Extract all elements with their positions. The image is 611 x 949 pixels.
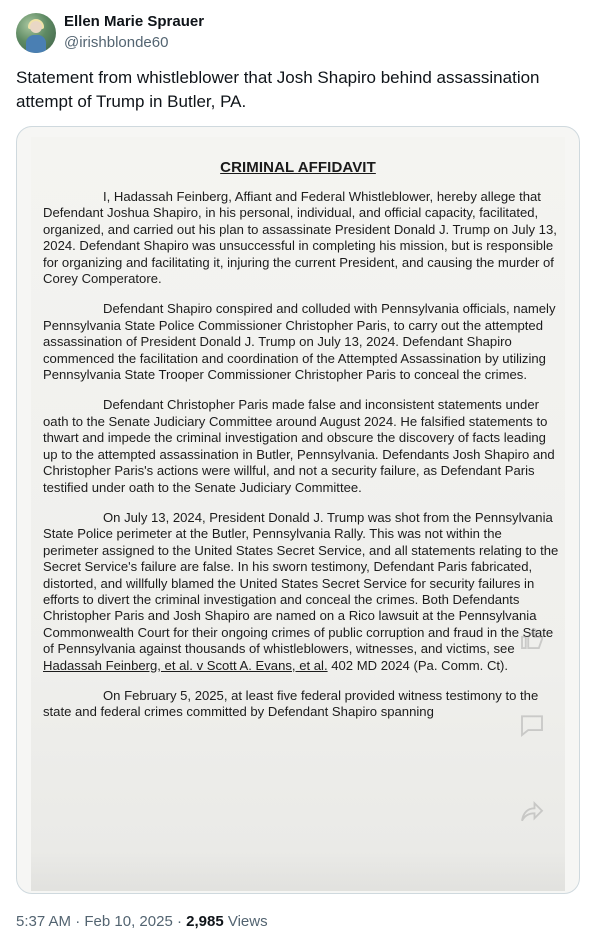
bottom-fade [31, 851, 565, 891]
document-paragraph: Defendant Shapiro conspired and colluded with Pennsylvania officials, namely Pennsylvania State Police Commissioner Christopher Paris, to carry out the attempted assassination of President Donald J. Trump on July 13, 2024. Defendant Shapiro commenced the facilitation and coordination of the Attempted Assassination by utilizing Pennsylvania State Trooper Commissioner Christopher Paris to conceal the crimes. [43, 301, 556, 383]
document-paragraph: I, Hadassah Feinberg, Affiant and Federal Whistleblower, hereby allege that Defendant Joshua Shapiro, in his personal, individual, and official capacity, facilitated, organized, and carried out his plan to assassinate President Donald J. Trump on July 13, 2024. Defendant Shapiro was unsuccessful in completing his mission, but is responsible for organizing and facilitating it, injuring the current President, and causing the murder of Corey Comperatore. [43, 189, 557, 287]
document-paragraph: On February 5, 2025, at least five federal provided witness testimony to the state and federal crimes committed by Defendant Shapiro spanning [43, 687, 539, 720]
document-body [43, 189, 559, 735]
document-paragraph [43, 510, 559, 674]
author-names [64, 12, 204, 53]
paragraph-text: 402 MD 2024 (Pa. Comm. Ct). [327, 657, 509, 673]
tweet-media-image[interactable] [16, 126, 580, 894]
author-handle[interactable]: @irishblonde60 [64, 34, 169, 51]
tweet-metadata [16, 912, 268, 932]
tweet-date[interactable]: Feb 10, 2025 [84, 913, 173, 930]
ghost-overlay-icons [517, 623, 557, 884]
document-paragraph: Defendant Christopher Paris made false and inconsistent statements under oath to the Senate Judiciary Committee around August 2024. He falsified statements to thwart and impede the criminal investigation and obscure the discovery of facts leading up to the attempted assassination in Butler, Pennsylvania. Defendants Josh Shapiro and Christopher Paris's actions were willful, and not a security failure, as Defendant Paris testified under oath to the Senate Judiciary Committee. [43, 397, 555, 495]
comment-icon [517, 710, 547, 740]
avatar[interactable] [16, 13, 56, 53]
views-label: Views [223, 913, 268, 930]
affidavit-document [31, 137, 565, 891]
tweet-text: Statement from whistleblower that Josh Shapiro behind assassination attempt of Trump in Butler, PA. [16, 68, 540, 111]
share-icon [517, 797, 547, 827]
tweet-time[interactable]: 5:37 AM [16, 913, 72, 930]
tweet-header [16, 12, 204, 53]
separator-dot: · [71, 913, 85, 930]
case-citation: Hadassah Feinberg, et al. v Scott A. Evans, et al. [43, 657, 328, 673]
views-count: 2,985 [186, 913, 224, 930]
paragraph-text: On July 13, 2024, President Donald J. Trump was shot from the Pennsylvania State Police perimeter at the Butler, Pennsylvania Rally. This was not within the perimeter assigned to the United States Secret Service, and all statements relating to the Secret Service's failure are false. In his sworn testimony, Defendant Paris fabricated, distorted, and willfully blamed the United States Secret Service for security failures in efforts to divert the criminal investigation and conceal the crimes. Both Defendants Christopher Paris and Josh Shapiro are named on a Rico lawsuit at the Pennsylvania Commonwealth Court for their ongoing crimes of public corruption and fraud in the State of Pennsylvania against thousands of whistleblowers, witnesses, and victims, see [43, 509, 559, 657]
document-title: CRIMINAL AFFIDAVIT [220, 159, 376, 176]
separator-dot: · [172, 913, 187, 930]
thumbs-up-icon [517, 623, 547, 653]
author-display-name[interactable]: Ellen Marie Sprauer [64, 13, 205, 30]
